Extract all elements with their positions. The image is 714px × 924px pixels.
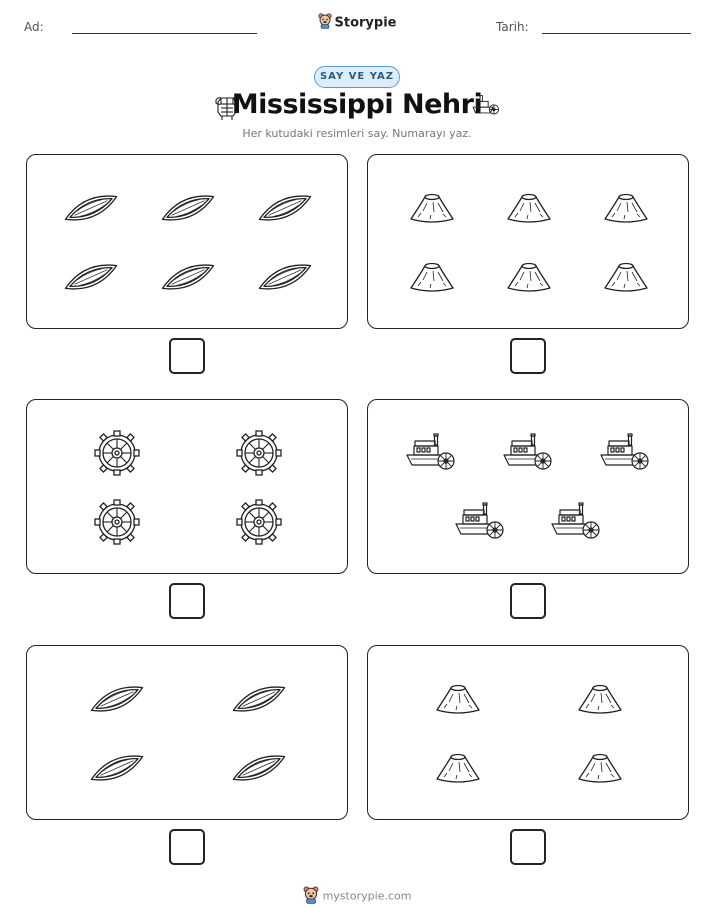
volcano-icon	[433, 751, 483, 789]
canoe-icon	[61, 255, 121, 303]
brand	[0, 13, 714, 33]
name-label: Ad:	[24, 20, 44, 34]
date-field[interactable]	[542, 33, 691, 34]
canoe-icon	[158, 255, 218, 303]
volcano-icon	[407, 191, 457, 229]
canoe-icon	[87, 677, 147, 725]
page-title: Mississippi Nehri	[231, 89, 483, 120]
footer	[0, 886, 714, 907]
canoe-icon	[87, 746, 147, 794]
canoe-icon	[229, 677, 289, 725]
date-label: Tarih:	[496, 20, 529, 34]
steamboat-icon	[455, 502, 507, 546]
canoe-icon	[61, 186, 121, 234]
paddle-wheel-icon	[235, 429, 283, 481]
answer-box[interactable]	[169, 583, 205, 619]
activity-badge: SAY VE YAZ	[314, 66, 400, 88]
paddle-wheel-icon	[93, 498, 141, 550]
canoe-icon	[158, 186, 218, 234]
volcano-icon	[601, 260, 651, 298]
steamboat-icon	[472, 92, 502, 124]
answer-box[interactable]	[510, 338, 546, 374]
bear-logo-icon	[303, 886, 319, 907]
answer-box[interactable]	[510, 829, 546, 865]
volcano-icon	[504, 260, 554, 298]
count-panel-volcanoes	[367, 154, 689, 329]
instructions: Her kutudaki resimleri say. Numarayı yaz.	[242, 127, 472, 140]
answer-box[interactable]	[510, 583, 546, 619]
paddle-wheel-icon	[235, 498, 283, 550]
steamboat-icon	[406, 433, 458, 477]
answer-box[interactable]	[169, 338, 205, 374]
volcano-icon	[504, 191, 554, 229]
bear-logo-icon	[318, 13, 332, 33]
volcano-icon	[601, 191, 651, 229]
steamboat-icon	[600, 433, 652, 477]
canoe-icon	[255, 186, 315, 234]
count-panel-canoes	[26, 645, 348, 820]
volcano-icon	[407, 260, 457, 298]
count-panel-volcanoes	[367, 645, 689, 820]
paddle-wheel-icon	[93, 429, 141, 481]
count-panel-canoes	[26, 154, 348, 329]
answer-box[interactable]	[169, 829, 205, 865]
steamboat-icon	[551, 502, 603, 546]
canoe-icon	[255, 255, 315, 303]
volcano-icon	[575, 751, 625, 789]
count-panel-paddle-wheels	[26, 399, 348, 574]
count-panel-steamboats	[367, 399, 689, 574]
volcano-icon	[575, 682, 625, 720]
brand-name: Storypie	[334, 15, 397, 31]
canoe-icon	[229, 746, 289, 794]
footer-url: mystorypie.com	[322, 889, 412, 903]
volcano-icon	[433, 682, 483, 720]
name-field[interactable]	[72, 33, 257, 34]
steamboat-icon	[503, 433, 555, 477]
